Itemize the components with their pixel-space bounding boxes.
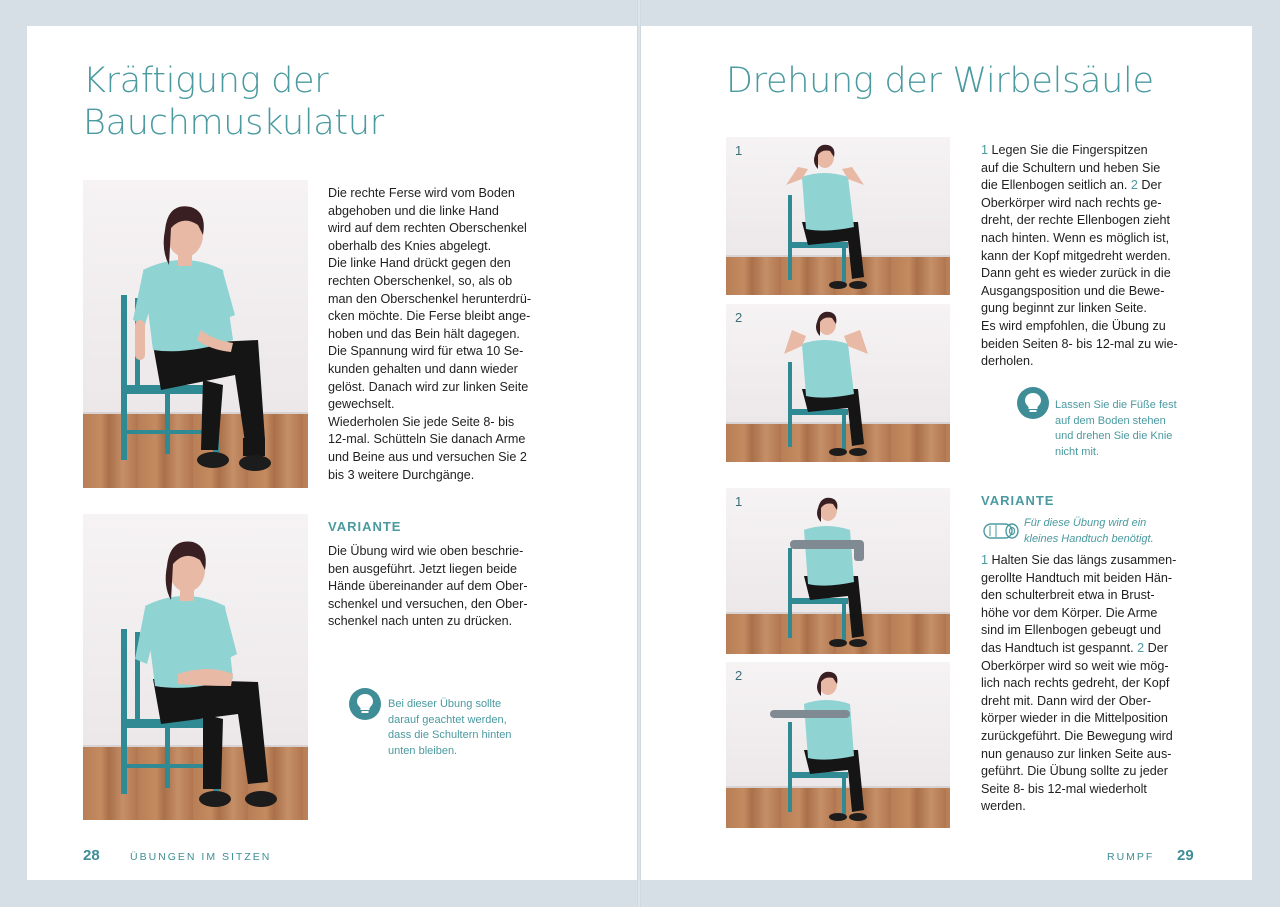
section-label: RUMPF <box>1107 851 1155 863</box>
text-line <box>981 728 1231 746</box>
text-line: nicht mit. <box>1055 445 1100 458</box>
text-line <box>981 658 1231 676</box>
text-line: Die linke Hand drückt gegen den <box>328 256 511 271</box>
right-page <box>641 26 1252 880</box>
text-line: unten bleiben. <box>388 744 458 757</box>
text-line <box>981 177 1231 195</box>
left-page <box>27 26 637 880</box>
text-line: Wiederholen Sie jede Seite 8- bis <box>328 414 515 429</box>
text-segment: gerollte Handtuch mit beiden Hän- <box>981 570 1173 585</box>
text-segment: lich nach rechts gedreht, der Kopf <box>981 676 1170 691</box>
text-line: hoben und das Bein hält dagegen. <box>328 326 520 341</box>
text-line: kleines Handtuch benötigt. <box>1024 532 1154 545</box>
text-line <box>981 605 1231 623</box>
body-text <box>328 543 578 631</box>
step-marker: 1 <box>981 553 989 567</box>
text-segment: Ausgangsposition und die Bewe- <box>981 283 1165 298</box>
text-segment: Seite 8- bis 12-mal wiederholt <box>981 781 1147 796</box>
text-line: cken möchte. Die Ferse bleibt ange- <box>328 309 531 324</box>
text-segment: Halten Sie das längs zusammen- <box>988 553 1177 567</box>
text-line <box>981 142 1231 160</box>
step-marker: 1 <box>981 143 989 157</box>
text-line: Die rechte Ferse wird vom Boden <box>328 186 515 200</box>
text-segment: körper wieder in die Mittelposition <box>981 711 1168 726</box>
text-segment: geführt. Die Übung sollte zu jeder <box>981 764 1168 779</box>
step-number: 1 <box>735 143 743 158</box>
variant-description <box>981 552 1231 816</box>
text-segment: nun genauso zur linken Seite aus- <box>981 746 1172 761</box>
text-segment: derholen. <box>981 354 1034 369</box>
lightbulb-icon <box>349 688 381 720</box>
text-segment: kann der Kopf mitgedreht werden. <box>981 248 1171 263</box>
text-segment: sind im Ellenbogen gebeugt und <box>981 623 1161 638</box>
text-line: Die Spannung wird für etwa 10 Se- <box>328 344 524 359</box>
text-segment: Es wird empfohlen, die Übung zu <box>981 318 1166 333</box>
text-line: gewechselt. <box>328 397 395 412</box>
text-segment: den schulterbreit etwa in Brust- <box>981 588 1155 603</box>
page-title <box>83 60 384 144</box>
text-line <box>981 798 1231 816</box>
text-segment: dreht, der rechte Ellenbogen zieht <box>981 213 1171 228</box>
text-line <box>981 300 1231 318</box>
page-number: 28 <box>83 847 100 864</box>
tip-text <box>388 697 568 759</box>
text-segment: werden. <box>981 799 1026 814</box>
tip-text <box>1055 398 1235 460</box>
text-line <box>981 693 1231 711</box>
text-line <box>981 746 1231 764</box>
text-line <box>981 622 1231 640</box>
text-line <box>981 570 1231 588</box>
text-line <box>981 336 1231 354</box>
exercise-photo-step-2 <box>726 304 950 462</box>
text-line: und Beine aus und versuchen Sie 2 <box>328 449 527 464</box>
lightbulb-icon <box>1017 387 1049 419</box>
text-line <box>981 160 1231 178</box>
towel-note <box>1024 516 1224 547</box>
text-line <box>981 195 1231 213</box>
text-line: bis 3 weitere Durchgänge. <box>328 467 475 482</box>
text-line <box>981 318 1231 336</box>
text-segment: dreht mit. Dann wird der Ober- <box>981 693 1152 708</box>
text-line <box>981 248 1231 266</box>
text-line: Bei dieser Übung sollte <box>388 698 502 710</box>
text-line <box>981 283 1231 301</box>
title-line: Bauchmuskulatur <box>83 103 384 143</box>
variant-heading: VARIANTE <box>981 493 1055 508</box>
text-line: Hände übereinander auf dem Ober- <box>328 579 528 594</box>
text-line: wird auf dem rechten Oberschenkel <box>328 221 527 236</box>
step-marker: 2 <box>1137 640 1145 655</box>
text-line <box>981 763 1231 781</box>
text-line: ben ausgeführt. Jetzt liegen beide <box>328 561 518 576</box>
step-marker: 2 <box>1130 178 1138 193</box>
text-segment: die Ellenbogen seitlich an. <box>981 178 1131 193</box>
text-segment: Oberkörper wird nach rechts ge- <box>981 195 1162 210</box>
body-text <box>981 552 1231 816</box>
text-line: abgehoben und die linke Hand <box>328 203 499 218</box>
text-segment: Der <box>1137 178 1162 193</box>
exercise-photo-step-1 <box>726 137 950 295</box>
body-text <box>328 185 578 484</box>
text-line: auf dem Boden stehen <box>1055 414 1166 427</box>
text-line: gelöst. Danach wird zur linken Seite <box>328 379 529 394</box>
text-segment: Der <box>1144 640 1168 655</box>
text-line <box>981 710 1231 728</box>
text-line: rechten Oberschenkel, so, als ob <box>328 273 513 288</box>
text-line: kunden gehalten und dann wieder <box>328 361 518 376</box>
text-segment: zurückgeführt. Die Bewegung wird <box>981 728 1173 743</box>
step-number: 2 <box>735 668 743 683</box>
text-line: und drehen Sie die Knie <box>1055 430 1173 442</box>
exercise-photo-variant-step-2 <box>726 662 950 828</box>
text-segment: auf die Schultern und heben Sie <box>981 160 1161 175</box>
text-segment: Dann geht es wieder zurück in die <box>981 266 1171 281</box>
text-line <box>981 353 1231 371</box>
text-line <box>981 640 1231 658</box>
text-line <box>981 587 1231 605</box>
text-line: schenkel und versuchen, den Ober- <box>328 596 528 611</box>
text-line: Die Übung wird wie oben beschrie- <box>328 544 524 558</box>
section-label: ÜBUNGEN IM SITZEN <box>130 851 272 863</box>
text-segment: beiden Seiten 8- bis 12-mal zu wie- <box>981 336 1178 351</box>
variant-description <box>328 543 578 631</box>
text-line: Lassen Sie die Füße fest <box>1055 399 1177 411</box>
page-number: 29 <box>1177 847 1194 864</box>
text-line <box>981 230 1231 248</box>
page-title: Drehung der Wirbelsäule <box>726 61 1154 101</box>
text-line: man den Oberschenkel herunterdrü- <box>328 291 532 306</box>
variant-heading: VARIANTE <box>328 519 402 534</box>
text-line <box>981 781 1231 799</box>
text-segment: höhe vor dem Körper. Die Arme <box>981 605 1158 620</box>
text-segment: Oberkörper wird so weit wie mög- <box>981 658 1169 673</box>
text-segment: das Handtuch ist gespannt. <box>981 640 1138 655</box>
text-line <box>981 552 1231 570</box>
text-segment: gung beginnt zur linken Seite. <box>981 301 1147 316</box>
text-line: Für diese Übung wird ein <box>1024 517 1147 529</box>
text-line: darauf geachtet werden, <box>388 713 507 726</box>
text-line <box>981 675 1231 693</box>
exercise-photo-variant <box>83 514 308 820</box>
exercise-description <box>981 142 1231 371</box>
exercise-photo-main <box>83 180 308 488</box>
text-line: oberhalb des Knies abgelegt. <box>328 238 492 253</box>
text-line: 12-mal. Schütteln Sie danach Arme <box>328 432 526 447</box>
body-text <box>981 142 1231 371</box>
step-number: 1 <box>735 494 743 509</box>
text-segment: nach hinten. Wenn es möglich ist, <box>981 230 1170 245</box>
exercise-photo-variant-step-1 <box>726 488 950 654</box>
text-line: schenkel nach unten zu drücken. <box>328 614 513 629</box>
towel-icon <box>982 518 1020 544</box>
text-line <box>981 265 1231 283</box>
exercise-description <box>328 185 578 484</box>
text-line <box>981 212 1231 230</box>
text-segment: Legen Sie die Fingerspitzen <box>988 143 1148 157</box>
title-line: Kräftigung der <box>83 61 329 101</box>
text-line: dass die Schultern hinten <box>388 729 512 741</box>
step-number: 2 <box>735 310 743 325</box>
